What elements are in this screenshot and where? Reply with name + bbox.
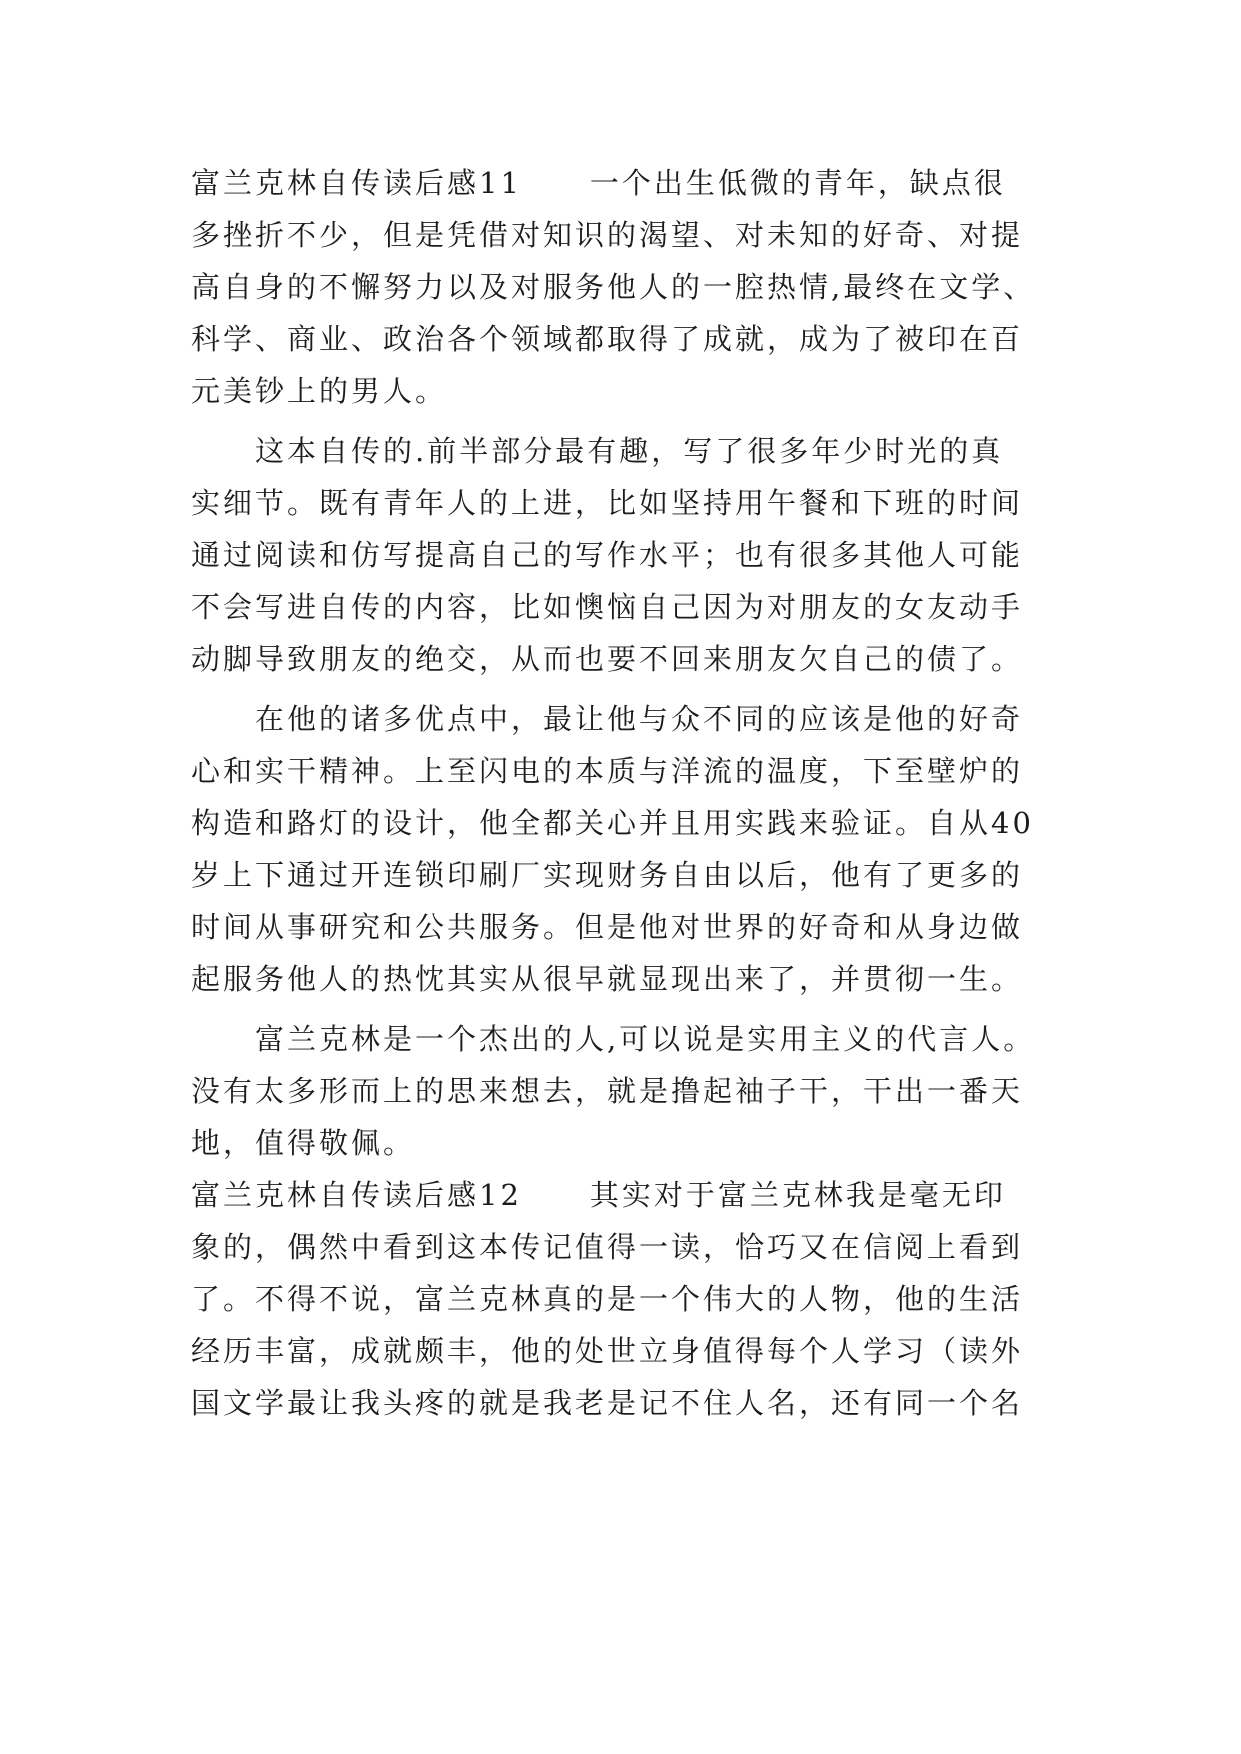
text-line: 多挫折不少，但是凭借对知识的渴望、对未知的好奇、对提 bbox=[191, 218, 1024, 252]
paragraph-text: 其实对于富兰克林我是毫无印 bbox=[589, 1178, 1006, 1212]
text-line: 心和实干精神。上至闪电的本质与洋流的温度，下至壁炉的 bbox=[191, 754, 1024, 788]
text-line: 岁上下通过开连锁印刷厂实现财务自由以后，他有了更多的 bbox=[191, 858, 1024, 892]
text-line: 象的，偶然中看到这本传记值得一读，恰巧又在信阅上看到 bbox=[191, 1230, 1024, 1264]
section-title: 富兰克林自传读后感11 bbox=[191, 166, 522, 200]
text-line: 科学、商业、政治各个领域都取得了成就，成为了被印在百 bbox=[191, 322, 1024, 356]
text-line: 时间从事研究和公共服务。但是他对世界的好奇和从身边做 bbox=[191, 910, 1024, 944]
text-line: 地，值得敬佩。 bbox=[191, 1126, 416, 1160]
text-line: 富兰克林是一个杰出的人,可以说是实用主义的代言人。 bbox=[255, 1022, 1036, 1056]
text-line: 在他的诸多优点中，最让他与众不同的应该是他的好奇 bbox=[255, 702, 1024, 736]
section-11-heading-line bbox=[191, 157, 1091, 209]
text-line: 这本自传的.前半部分最有趣，写了很多年少时光的真 bbox=[255, 434, 1004, 468]
text-line: 构造和路灯的设计，他全都关心并且用实践来验证。自从40 bbox=[191, 806, 1034, 840]
paragraph-text: 一个出生低微的青年，缺点很 bbox=[589, 166, 1006, 200]
text-line: 不会写进自传的内容，比如懊恼自己因为对朋友的女友动手 bbox=[191, 590, 1024, 624]
text-line: 国文学最让我头疼的就是我老是记不住人名，还有同一个名 bbox=[191, 1386, 1024, 1420]
section-title: 富兰克林自传读后感12 bbox=[191, 1178, 522, 1212]
text-line: 通过阅读和仿写提高自己的写作水平；也有很多其他人可能 bbox=[191, 538, 1024, 572]
text-line: 元美钞上的男人。 bbox=[191, 374, 448, 408]
text-line: 了。不得不说，富兰克林真的是一个伟大的人物，他的生活 bbox=[191, 1282, 1024, 1316]
section-12-heading-line bbox=[191, 1169, 1091, 1221]
text-line: 经历丰富，成就颇丰，他的处世立身值得每个人学习（读外 bbox=[191, 1334, 1024, 1368]
text-line: 没有太多形而上的思来想去，就是撸起袖子干，干出一番天 bbox=[191, 1074, 1024, 1108]
text-line: 高自身的不懈努力以及对服务他人的一腔热情,最终在文学、 bbox=[191, 270, 1036, 304]
text-line: 实细节。既有青年人的上进，比如坚持用午餐和下班的时间 bbox=[191, 486, 1024, 520]
text-line: 起服务他人的热忱其实从很早就显现出来了，并贯彻一生。 bbox=[191, 962, 1024, 996]
document-body bbox=[191, 157, 1091, 1429]
text-line: 动脚导致朋友的绝交，从而也要不回来朋友欠自己的债了。 bbox=[191, 642, 1024, 676]
